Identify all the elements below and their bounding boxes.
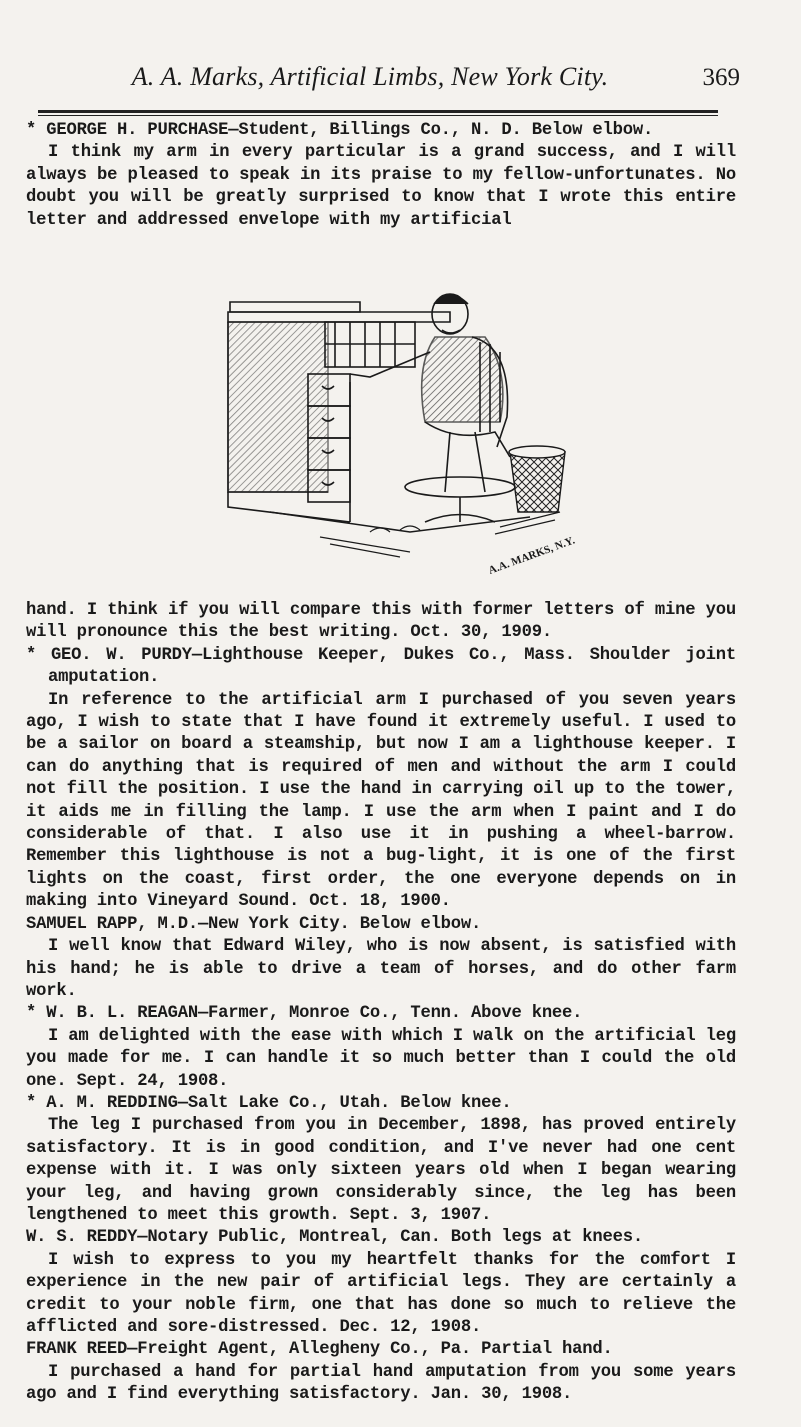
wastebasket: [509, 446, 565, 512]
floor-lines: [320, 512, 560, 557]
testimonial-body: I am delighted with the ease with which I walk on the artificial leg you made for me. I can handle it so much better than I could the old one. Sept. 24, 1908.: [26, 1026, 736, 1091]
testimonial-heading: * GEO. W. PURDY—Lighthouse Keeper, Dukes Co., Mass. Shoulder joint amputation.: [26, 645, 736, 688]
testimonial-heading: FRANK REED—Freight Agent, Allegheny Co., Pa. Partial hand.: [26, 1340, 613, 1360]
testimonial-body: The leg I purchased from you in December, 1898, has proved entirely satisfactory. It is in good condition, and I've never had one cent expense with it. I was only sixteen years old when I began wearing your leg, and having grown considerably since, the leg has been lengthened to meet this growth. Sept. 3, 1907.: [26, 1116, 736, 1225]
text-block-bottom: [26, 600, 736, 1407]
testimonial-body: I think my arm in every particular is a grand success, and I will always be pleased to speak in its praise to my fellow-unfortunates. No doubt you will be greatly surprised to know that I wrote this entire letter and addressed envelope with my artificial: [26, 143, 736, 230]
testimonial-body: In reference to the artificial arm I purchased of you seven years ago, I wish to state that I have found it extremely useful. I used to be a sailor on board a steamship, but now I am a lighthouse keeper. I can do anything that is required of men and without the arm I could not fill the position. I use the hand in carrying oil up to the tower, it aids me in filling the lamp. I use the arm when I paint and I do considerable of that. I also use it in pushing a wheel-barrow. Remember this lighthouse is not a bug-light, it is one of the first lights on the coast, first order, the one everyone depends on in making into Vineyard Sound. Oct. 18, 1900.: [26, 690, 736, 912]
page-number: 369: [702, 64, 740, 91]
testimonial-heading: * W. B. L. REAGAN—Farmer, Monroe Co., Tenn. Above knee.: [26, 1004, 583, 1024]
text-block-top: [26, 120, 736, 232]
running-title: A. A. Marks, Artificial Limbs, New York City.: [131, 62, 609, 91]
testimonial-heading: * A. M. REDDING—Salt Lake Co., Utah. Below knee.: [26, 1093, 512, 1113]
illustration-caption: A.A. MARKS, N.Y.: [486, 534, 577, 577]
testimonial-heading: SAMUEL RAPP, M.D.—New York City. Below elbow.: [26, 914, 482, 934]
writing-desk-illustration: [210, 282, 590, 592]
testimonial-body: I well know that Edward Wiley, who is now absent, is satisfied with his hand; he is able to drive a team of horses, and do other farm work.: [26, 937, 736, 1001]
testimonial-heading: * GEORGE H. PURCHASE—Student, Billings Co., N. D. Below elbow.: [26, 121, 654, 140]
header-rule: [38, 110, 718, 116]
testimonial-heading: W. S. REDDY—Notary Public, Montreal, Can. Both legs at knees.: [26, 1228, 643, 1248]
testimonial-body: I purchased a hand for partial hand amputation from you some years ago and I find everything satisfactory. Jan. 30, 1908.: [26, 1362, 736, 1405]
testimonial-body: hand. I think if you will compare this with former letters of mine you will pronounce this the best writing. Oct. 30, 1909.: [26, 601, 736, 643]
page-header: [60, 62, 740, 102]
testimonial-body: I wish to express to you my heartfelt thanks for the comfort I experience in the new pair of artificial legs. They are certainly a credit to your noble firm, one that has done so much to relieve the afflicted and sore-distressed. Dec. 12, 1908.: [26, 1250, 736, 1337]
